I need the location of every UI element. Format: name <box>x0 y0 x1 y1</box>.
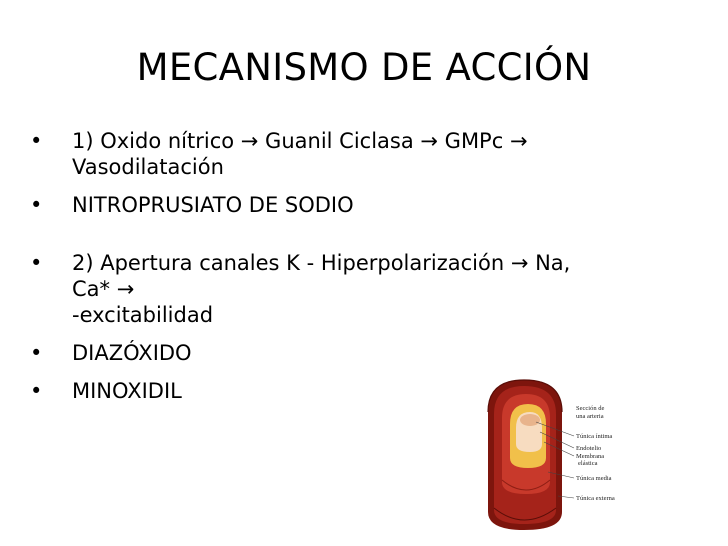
bullet-dot: • <box>30 129 43 153</box>
bullet-line: Ca* → <box>72 277 135 301</box>
slide-title: MECANISMO DE ACCIÓN <box>136 46 592 89</box>
bullet-line: 2) Apertura canales K - Hiperpolarización → Na, <box>72 251 571 275</box>
label-section-2: una arteria <box>576 413 604 420</box>
label-membrane-1: Membrana <box>576 453 605 460</box>
bullet-line: MINOXIDIL <box>72 379 182 403</box>
artery-section-figure <box>478 372 718 532</box>
bullet-item-2 <box>30 192 690 218</box>
artery-illustration <box>488 380 562 530</box>
label-membrane-2: elástica <box>578 460 598 467</box>
label-section-1: Sección de <box>576 405 605 412</box>
bullet-item-4 <box>30 340 690 366</box>
label-externa: Túnica externa <box>576 495 615 502</box>
bullet-line: -excitabilidad <box>72 303 214 327</box>
label-media: Túnica media <box>576 475 612 482</box>
bullet-line: 1) Oxido nítrico → Guanil Ciclasa → GMPc → <box>72 129 528 153</box>
bullet-dot: • <box>30 379 43 403</box>
bullet-item-3 <box>30 250 690 328</box>
bullet-line: DIAZÓXIDO <box>72 341 192 365</box>
bullet-line: NITROPRUSIATO DE SODIO <box>72 193 354 217</box>
bullet-dot: • <box>30 193 43 217</box>
bullet-dot: • <box>30 341 43 365</box>
bullet-dot: • <box>30 251 43 275</box>
label-intima: Túnica íntima <box>576 433 613 440</box>
bullet-item-1 <box>30 128 690 180</box>
label-endothelium: Endotelio <box>576 445 602 452</box>
bullet-line: Vasodilatación <box>72 155 224 179</box>
